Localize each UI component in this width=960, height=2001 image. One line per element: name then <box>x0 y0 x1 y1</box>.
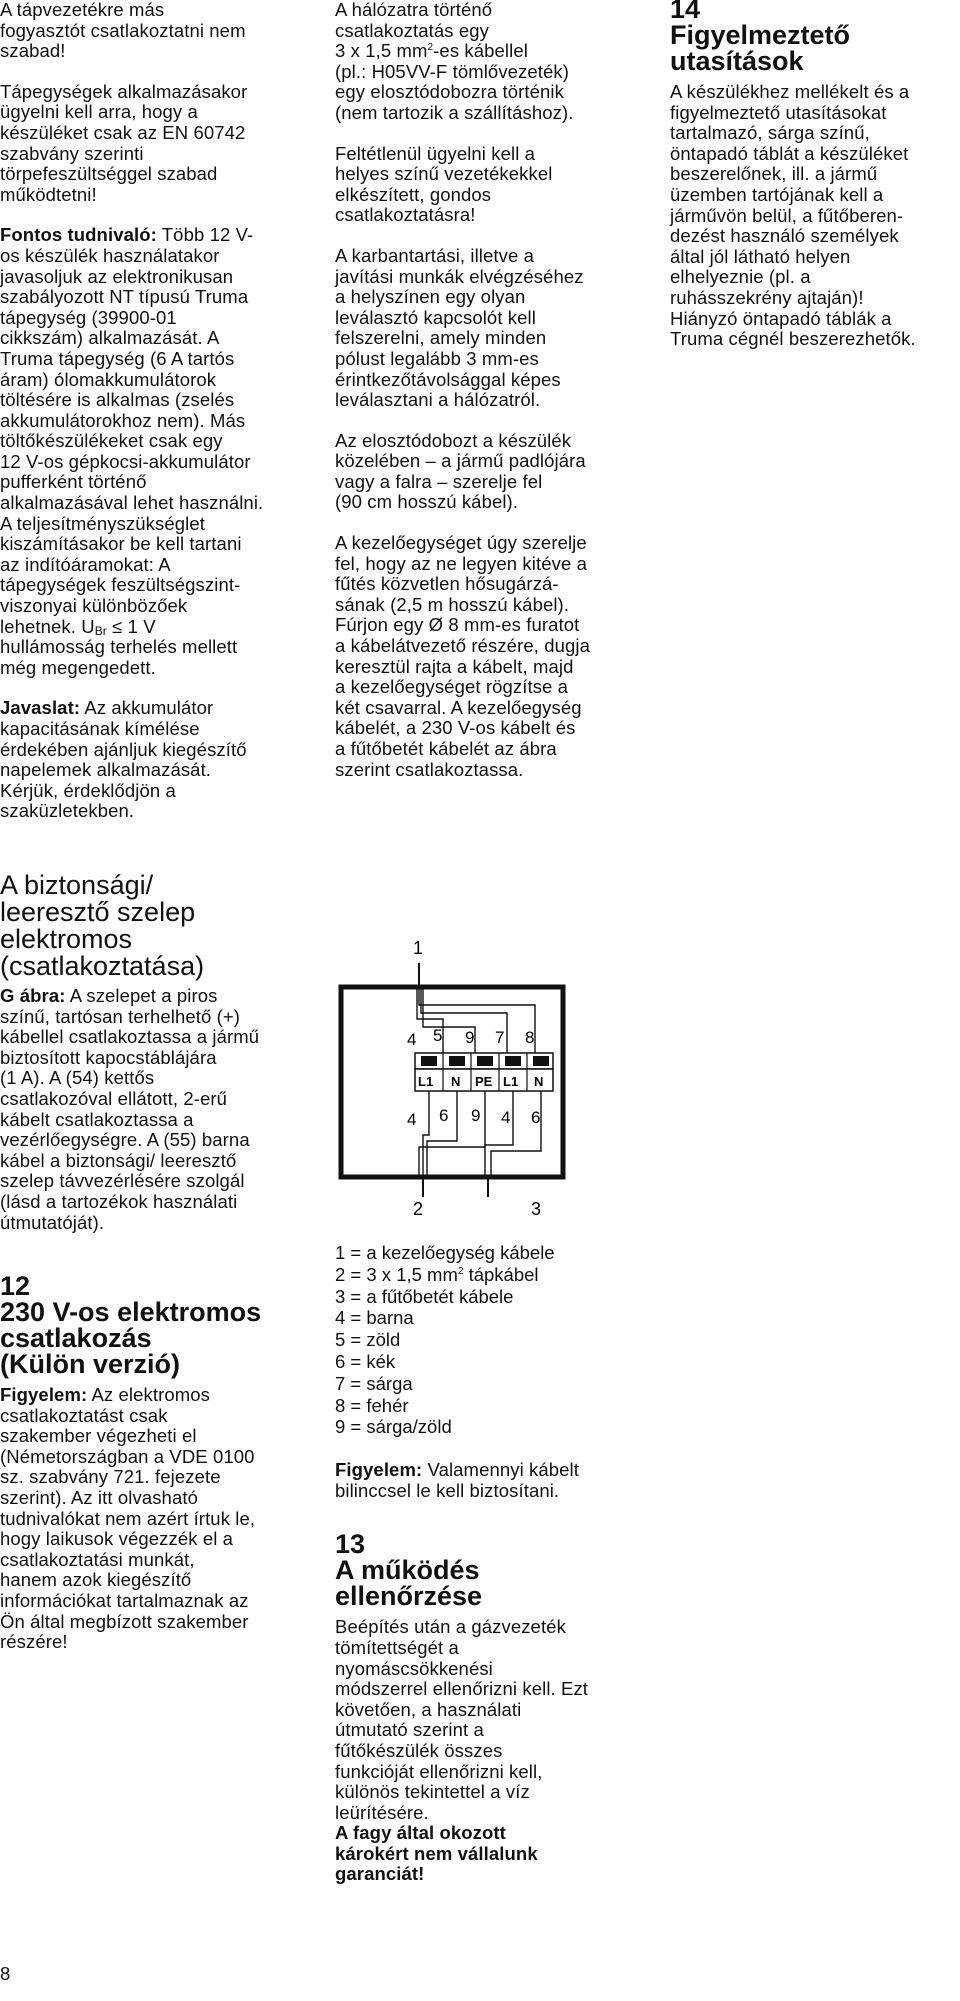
top-number: 4 <box>407 1030 417 1049</box>
paragraph-section-13: Beépítés után a gázvezeték tömítettségét a nyomáscsökkenési módszerrel ellenőrizni kell. Ezt követően, a használati útmutató szerint a fűtőkészülék összes funkcióját ellenőrizni kell, különös tekintettel a víz leürítésére. <box>335 1616 589 1823</box>
cable-warning-text: Valamennyi kábelt bilinccsel le kell biztosítani. <box>335 1459 580 1501</box>
legend-item: 3 = a fűtőbetét kábele <box>335 1285 514 1307</box>
frost-warning: A fagy által okozott károkért nem vállalunk garanciát! <box>335 1822 538 1885</box>
paragraph-recommendation <box>0 698 305 822</box>
cable-warning-label: Figyelem: <box>335 1459 423 1481</box>
section-13-number: 13 <box>335 1529 366 1560</box>
column-middle <box>335 0 660 800</box>
legend-item: 1 = a kezelőegység kábele <box>335 1242 555 1263</box>
column-right <box>670 0 960 370</box>
wire <box>423 1091 429 1177</box>
paragraph-mains-connection <box>335 0 660 124</box>
legend-item: 7 = sárga <box>335 1372 413 1394</box>
paragraph-control-unit: A kezelőegységet úgy szerelje fel, hogy az ne legyen kitéve a fűtés közvetlen hősugárzá- sának (2,5 m hosszú kábel). Fúrjon egy Ø 8 mm-es furatot a kábelátvezető részére, dugja keresztül rajta a kábelt, majd a kezelőegységet rögzítse a két csavarral. A kezelőegység kábelét, a 230 V-os kábelt és a fűtőbetét kábelét az ábra szerint csatlakoztassa. <box>335 532 590 780</box>
legend-item: 8 = fehér <box>335 1394 409 1416</box>
valve-text: A szelepet a piros színű, tartósan terhelhető (+) kábellel csatlakoztassa a jármű biztosított kapocstáblájára (1 A). A (54) kettős csatlakozóval ellátott, 2-erű kábelt csatlakoztassa a vezérlőegységre. A (55) barna kábel a biztonsági/ leeresztő szelep távvezérlésére szolgál (lásd a tartozékok használati útmutatóját). <box>0 984 260 1233</box>
section-12-text: Az elektromos csatlakoztatást csak szakember végezheti el (Németországban a VDE 0100 sz. szabvány 721. fejezete szerint). Az itt olvasható tudnivalókat nem azért írtuk le, hogy laikusok végezzék el a csatlakoztatási munkát, hanem azok kiegészítő információkat tartalmaznak az Ön által megbízott szakember részére! <box>0 1384 256 1653</box>
legend-item: 4 = barna <box>335 1307 414 1329</box>
paragraph-valve <box>0 986 305 1233</box>
paragraph-cable-warning <box>335 1460 660 1501</box>
bottom-number: 9 <box>471 1106 481 1125</box>
mains-text-b: -es kábellel (pl.: H05VV-F tömlővezeték) egy elosztódobozra történik (nem tartozik a szállításhoz). <box>335 40 574 123</box>
top-number: 8 <box>525 1028 535 1047</box>
top-number: 9 <box>465 1028 475 1047</box>
wire <box>491 1091 541 1177</box>
bottom-number: 6 <box>531 1108 541 1127</box>
wire <box>485 1091 513 1177</box>
paragraph-frost-warning <box>335 1823 660 1885</box>
wire <box>427 1091 457 1177</box>
terminal-label: L1 <box>503 1074 519 1089</box>
diagram-legend <box>335 1242 660 1438</box>
paragraph-section-14: A készülékhez mellékelt és a figyelmeztető utasításokat tartalmazó, sárga színű, öntapadó táblát a készüléket beszerelőnek, ill. a jármű üzemben tartójának kell a járművön belül, a fűtőberen- dezést használó személyek által jól látható helyen elhelyeznie (pl. a ruhásszekrény ajtaján)! Hiányzó öntapadó táblák a Truma cégnél beszerezhetők. <box>670 81 916 350</box>
top-number: 7 <box>495 1028 505 1047</box>
legend-item: 5 = zöld <box>335 1329 401 1351</box>
terminal-label: L1 <box>418 1074 434 1089</box>
recommendation-label: Javaslat: <box>0 697 81 719</box>
important-note-tail: ≤ 1 V hullámosság terhelés mellett még megengedett. <box>0 615 238 678</box>
bottom-number: 4 <box>501 1108 511 1127</box>
page-number: 8 <box>0 1963 11 1984</box>
paragraph-important-note <box>0 225 305 678</box>
valve-figure-label: G ábra: <box>0 984 66 1006</box>
ripple-subscript: Br <box>94 623 107 638</box>
legend-item: 2 = 3 x 1,5 $mm^2$ tápkábel <box>335 1263 539 1285</box>
paragraph-wire-colors: Feltétlenül ügyelni kell a helyes színű vezetékekkel elkészített, gondos csatlakoztatásra! <box>335 142 553 226</box>
important-note-text: Több 12 V- os készülék használatakor javasoljuk az elektronikusan szabályozott NT típusú Truma tápegység (39900-01 cikkszám) alkalmazását. A Truma tápegység (6 A tartós áram) ólomakkumulátorok töltésére is alkalmas (zselés akkumulátorokhoz nem). Más töltőkészülékeket csak egy 12 V-os gépkocsi-akkumulátor pufferként történő alkalmazásával lehet használni. A teljesítményszükséglet kiszámításakor be kell tartani az indítóáramokat: A tápegységek feszültségszint- viszonyai különbözőek lehetnek. <box>0 224 264 637</box>
paragraph-isolator: A karbantartási, illetve a javítási munkák elvégzéséhez a helyszínen egy olyan leválasztó kapcsolót kell felszerelni, amely minden pólust legalább 3 mm-es érintkezőtávolsággal képes leválasztani a hálózatról. <box>335 244 584 411</box>
paragraph-junction-box: Az elosztódobozt a készülék közelében – a jármű padlójára vagy a falra – szerelje fel (90 cm hosszú kábel). <box>335 429 586 513</box>
terminal-label: N <box>451 1074 461 1089</box>
diagram-label-1: 1 <box>413 938 424 958</box>
diagram-label-3: 3 <box>531 1199 542 1219</box>
column-left <box>0 0 305 1673</box>
important-note-label: Fontos tudnivaló: <box>0 224 157 246</box>
paragraph-section-12 <box>0 1385 305 1653</box>
bottom-number: 4 <box>407 1110 417 1129</box>
mains-text-a: A hálózatra történő csatlakoztatás egy 3 x 1,5 mm <box>335 0 493 62</box>
section-14-number: 14 <box>670 0 701 24</box>
top-number: 5 <box>433 1026 443 1045</box>
section-14-title: Figyelmeztető utasítások <box>670 20 851 76</box>
section-12-warning-label: Figyelem: <box>0 1384 88 1406</box>
column-middle-lower <box>335 1242 660 1905</box>
wiring-diagram <box>335 935 575 1225</box>
diagram-label-2: 2 <box>413 1199 424 1219</box>
terminal-label: N <box>534 1074 544 1089</box>
section-13-title: A működés ellenőrzése <box>335 1555 483 1612</box>
section-12-title: 230 V-os elektromos csatlakozás (Külön verzió) <box>0 1297 262 1380</box>
section-12-number: 12 <box>0 1271 31 1302</box>
bottom-number: 6 <box>439 1106 449 1125</box>
paragraph-supply-warning: A tápvezetékre más fogyasztót csatlakoztatni nem szabad! <box>0 0 246 62</box>
legend-item: 9 = sárga/zöld <box>335 1416 452 1438</box>
section-valve-heading: A biztonsági/ leeresztő szelep elektromos (csatlakoztatása) <box>0 869 205 981</box>
terminal-label: PE <box>475 1074 493 1089</box>
recommendation-text: Az akkumulátor kapacitásának kímélése érdekében ajánljuk kiegészítő napelemek alkalmazását. Kérjük, érdeklődjön a szaküzletekben. <box>0 697 247 822</box>
ripple-symbol: U <box>81 615 95 637</box>
legend-item: 6 = kék <box>335 1350 396 1372</box>
mains-superscript: 2 <box>427 42 434 54</box>
paragraph-power-supply: Tápegységek alkalmazásakor ügyelni kell arra, hogy a készüléket csak az EN 60742 szabvány szerinti törpefeszültséggel szabad működtetni! <box>0 80 248 205</box>
